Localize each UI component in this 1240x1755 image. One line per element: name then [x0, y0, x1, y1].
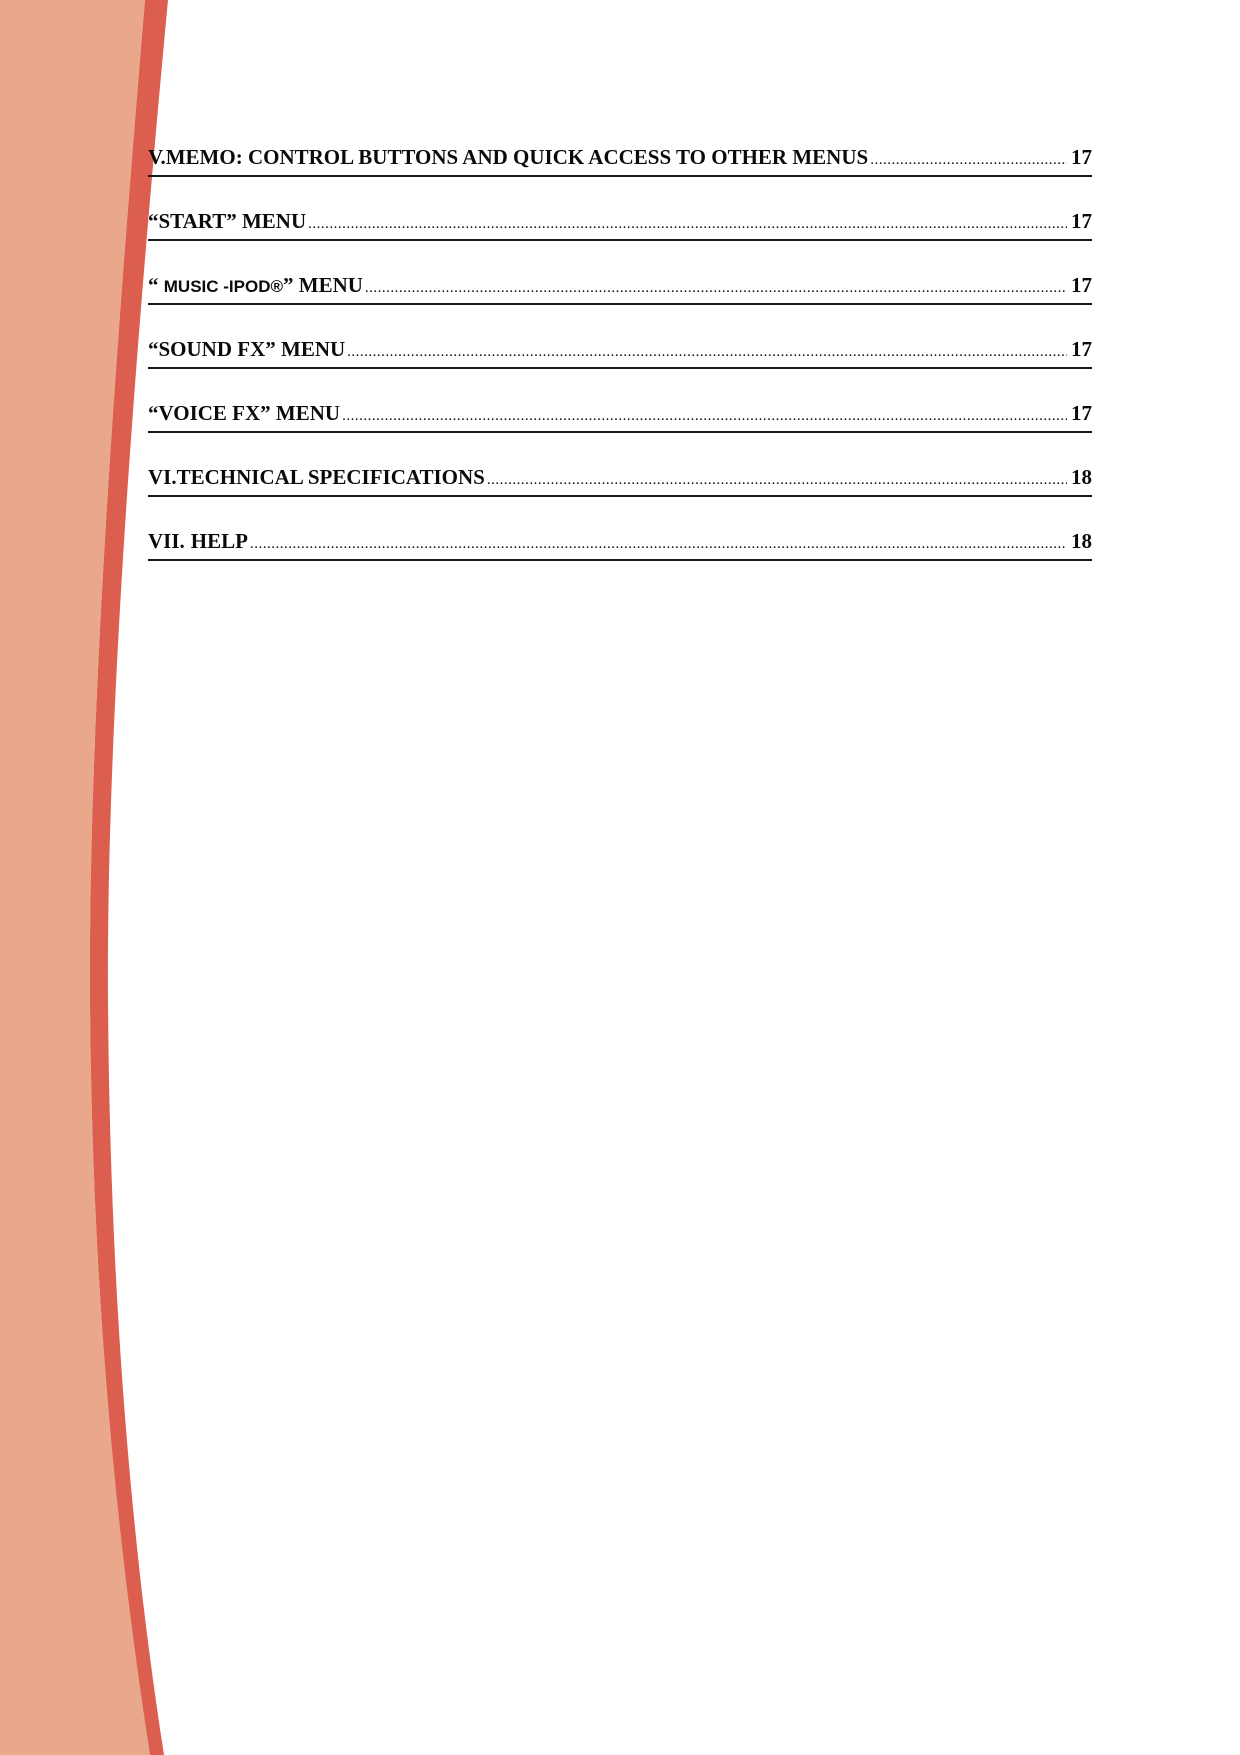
toc-entry-page: 18	[1071, 465, 1092, 489]
toc-entry-music-ipod-menu[interactable]	[148, 273, 1092, 305]
toc-entry-title-sans: MUSIC -IPOD®	[163, 277, 283, 296]
toc-entry-title	[148, 273, 363, 299]
dot-leader	[308, 212, 1067, 236]
dot-leader	[250, 532, 1067, 556]
dot-leader	[365, 276, 1067, 300]
toc-entry-page: 17	[1071, 209, 1092, 233]
toc-entry-number: VI.	[148, 465, 177, 489]
toc-entry-page: 18	[1071, 529, 1092, 553]
toc-entry-title-suffix: ” MENU	[283, 273, 363, 297]
toc-entry-title: “SOUND FX” MENU	[148, 337, 346, 361]
toc-entry-memo[interactable]	[148, 145, 1092, 177]
toc-entry-title: “START” MENU	[148, 209, 307, 233]
dot-leader	[870, 148, 1067, 172]
toc-entry-number: V.	[148, 145, 166, 169]
toc-entry-title: HELP	[190, 529, 248, 553]
toc-entry-start-menu[interactable]	[148, 209, 1092, 241]
toc-entry-title: “VOICE FX” MENU	[148, 401, 341, 425]
toc-entry-technical-specifications[interactable]	[148, 465, 1092, 497]
toc-entry-voice-fx-menu[interactable]	[148, 401, 1092, 433]
toc-entry-help[interactable]	[148, 529, 1092, 561]
toc-entry-number: VII.	[148, 529, 185, 553]
toc-entry-title: MEMO: CONTROL BUTTONS AND QUICK ACCESS TO OTHER MENUS	[165, 145, 869, 169]
toc-entry-page: 17	[1071, 273, 1092, 297]
toc-entry-sound-fx-menu[interactable]	[148, 337, 1092, 369]
dot-leader	[347, 340, 1067, 364]
toc-entry-title: TECHNICAL SPECIFICATIONS	[176, 465, 485, 489]
toc-entry-page: 17	[1071, 337, 1092, 361]
dot-leader	[487, 468, 1067, 492]
toc-entry-title-prefix: “	[148, 273, 164, 297]
dot-leader	[342, 404, 1067, 428]
toc-entry-page: 17	[1071, 401, 1092, 425]
toc-entry-page: 17	[1071, 145, 1092, 169]
